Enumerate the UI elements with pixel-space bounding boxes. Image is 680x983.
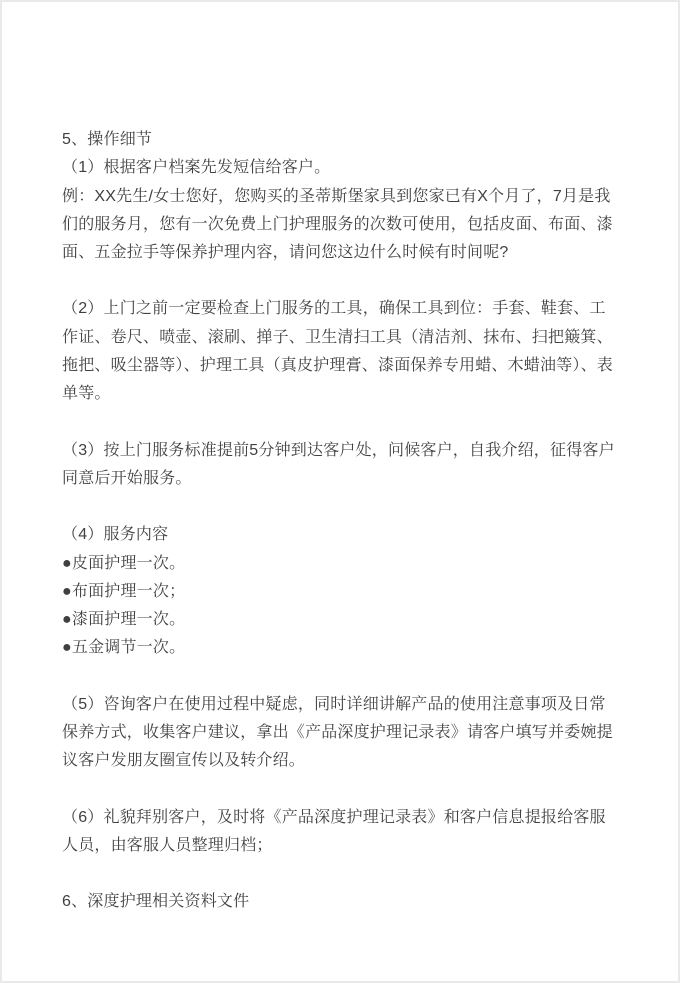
section-step-3	[62, 437, 620, 494]
paragraph-step-5: （5）咨询客户在使用过程中疑虑，同时详细讲解产品的使用注意事项及日常保养方式，收集客户建议，拿出《产品深度护理记录表》请客户填写并委婉提议客户发朋友圈宣传以及转介绍。	[62, 695, 613, 770]
document-paper	[2, 2, 678, 981]
bullet-item-hardware-adjust: ●五金调节一次。	[62, 639, 186, 657]
paragraph-step-6: （6）礼貌拜别客户，及时将《产品深度护理记录表》和客户信息提报给客服人员，由客服人员整理归档；	[62, 808, 606, 854]
paragraph-step-2: （2）上门之前一定要检查上门服务的工具，确保工具到位：手套、鞋套、工作证、卷尺、喷壶、滚刷、掸子、卫生清扫工具（清洁剂、抹布、扫把簸箕、拖把、吸尘器等）、护理工具（真皮护理膏、漆面保养专用蜡、木蜡油等）、表单等。	[62, 300, 614, 403]
section-operation-details	[62, 126, 620, 267]
paragraph-step-4-heading: （4）服务内容	[62, 526, 169, 544]
section-deep-care-files	[62, 888, 620, 916]
paragraph-step-3: （3）按上门服务标准提前5分钟到达客户处，问候客户，自我介绍，征得客户同意后开始服务。	[62, 441, 615, 487]
section-heading: 5、操作细节	[62, 131, 153, 148]
bullet-item-paint-care: ●漆面护理一次。	[62, 611, 186, 629]
paragraph-step-1: （1）根据客户档案先发短信给客户。	[62, 159, 331, 177]
section-heading-deep-care-files: 6、深度护理相关资料文件	[62, 893, 250, 911]
paragraph-sms-example: 例：XX先生/女士您好，您购买的圣蒂斯堡家具到您家已有X个月了，7月是我们的服务月，您有一次免费上门护理服务的次数可使用，包括皮面、布面、漆面、五金拉手等保养护理内容，请问您这边什么时候有时间呢?	[62, 187, 613, 262]
section-step-2	[62, 295, 620, 408]
section-step-5	[62, 691, 620, 776]
section-step-6	[62, 804, 620, 861]
document-content	[2, 2, 620, 917]
section-step-4-service-content	[62, 521, 620, 662]
bullet-item-fabric-care: ●布面护理一次；	[62, 582, 186, 600]
bullet-item-leather-care: ●皮面护理一次。	[62, 554, 186, 572]
